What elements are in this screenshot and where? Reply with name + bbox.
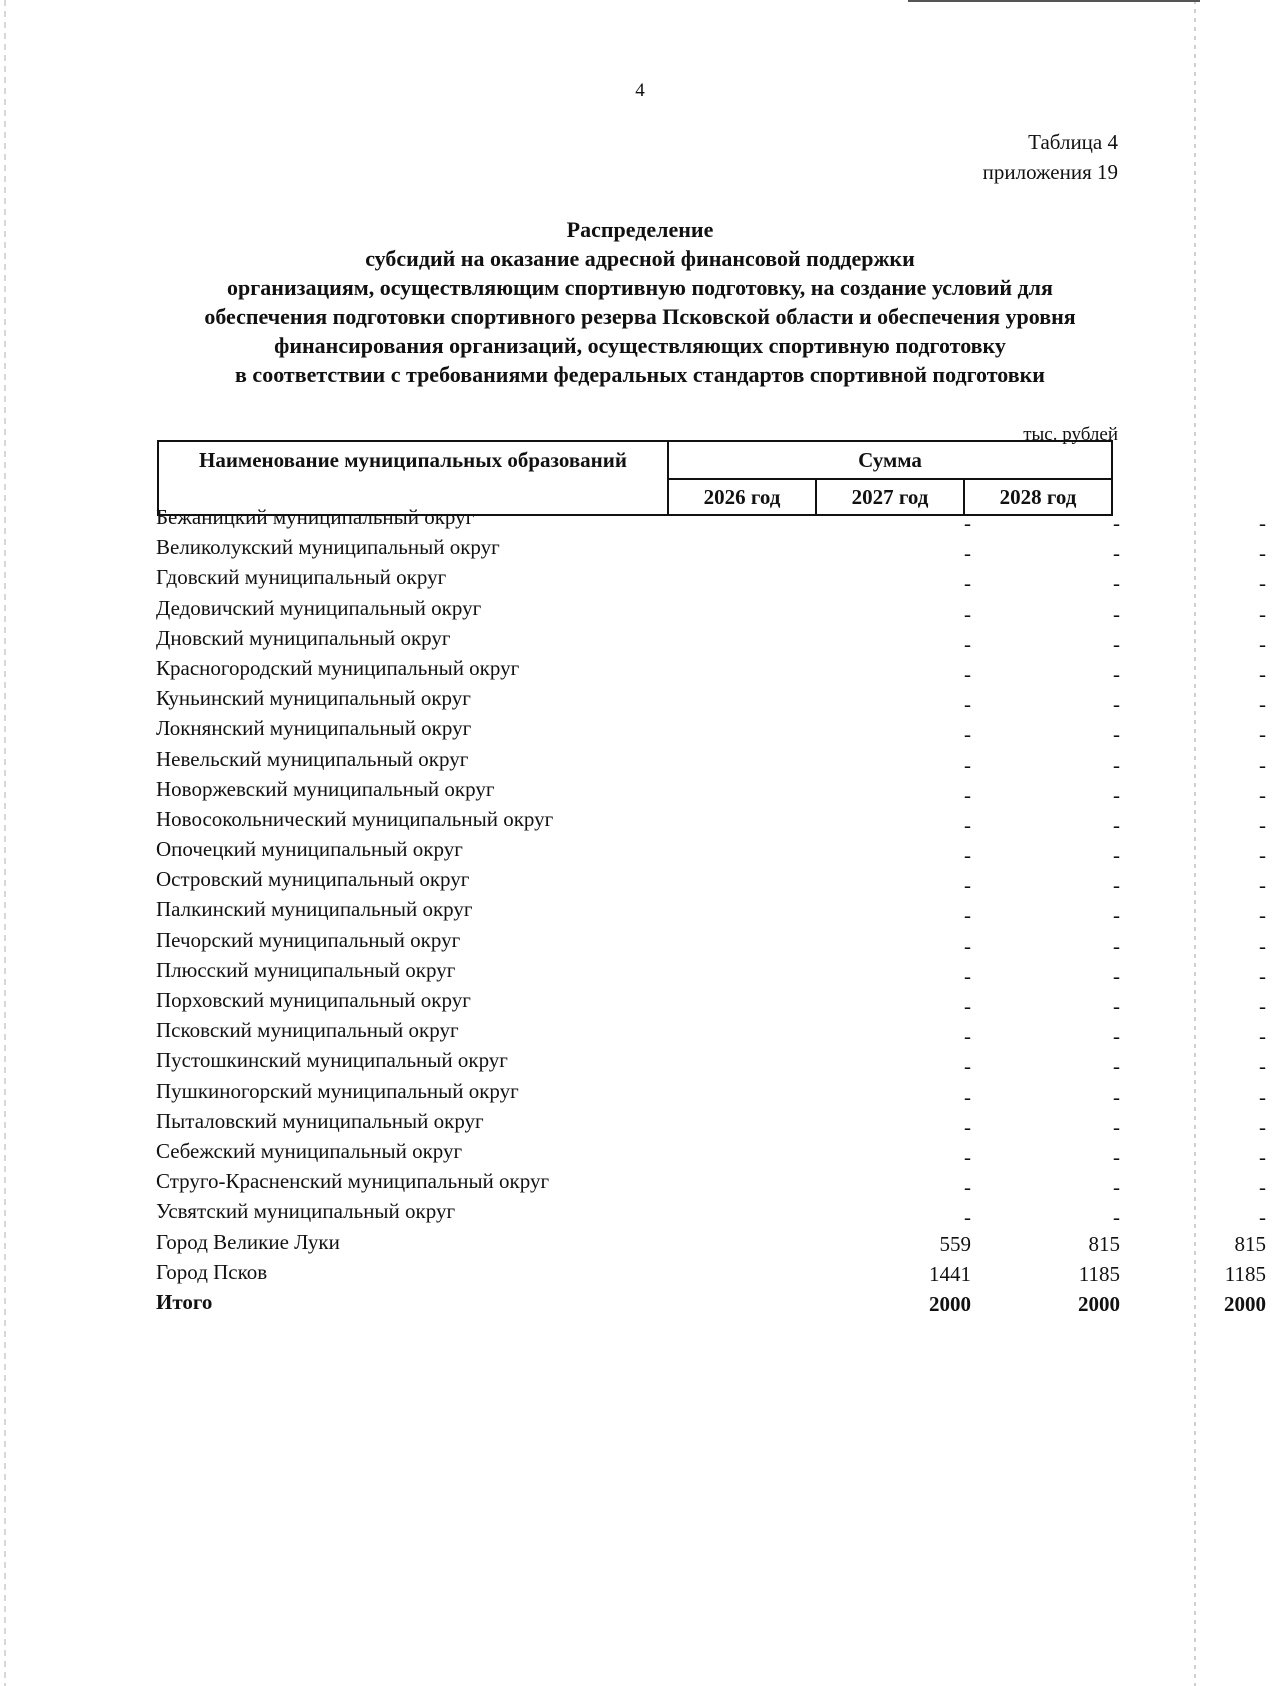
table-row: [156, 1199, 1266, 1230]
value-2027: -: [1113, 571, 1120, 596]
value-2026: -: [964, 782, 971, 807]
municipality-name: Город Псков: [156, 1259, 268, 1284]
value-2026: -: [964, 752, 971, 777]
value-2027: -: [1113, 1024, 1120, 1049]
value-2028: -: [1259, 933, 1266, 958]
municipality-name: Порховский муниципальный округ: [156, 988, 471, 1012]
table-row: [156, 1229, 1266, 1260]
value-2028: 815: [1234, 1231, 1266, 1256]
value-2028: -: [1259, 631, 1266, 656]
table-row: [156, 746, 1266, 777]
value-2026: -: [964, 843, 971, 868]
value-2026: -: [964, 812, 971, 837]
total-row: [156, 1289, 1266, 1320]
header-sum-cell: Сумма: [668, 441, 1112, 479]
value-2027: -: [1113, 511, 1120, 535]
table-row: [156, 806, 1266, 837]
value-2027: -: [1113, 661, 1120, 686]
value-2026: -: [964, 1024, 971, 1049]
value-2027: -: [1113, 1114, 1120, 1139]
value-2027: -: [1113, 1054, 1120, 1079]
value-2028: -: [1259, 1175, 1266, 1200]
municipality-name: Струго-Красненский муниципальный округ: [156, 1169, 550, 1194]
header-year-2028: 2028 год: [964, 479, 1112, 515]
value-2026: -: [964, 511, 971, 535]
value-2027: 815: [1088, 1231, 1120, 1256]
value-2028: -: [1259, 812, 1266, 837]
municipality-name: Островский муниципальный округ: [156, 867, 470, 892]
municipality-name: Себежский муниципальный округ: [156, 1138, 463, 1163]
value-2026: -: [964, 903, 971, 928]
value-2028: -: [1259, 903, 1266, 928]
page-number: 4: [635, 80, 645, 101]
municipality-name: Пыталовский муниципальный округ: [156, 1108, 484, 1133]
value-2026: -: [964, 1175, 971, 1200]
value-2027: -: [1113, 994, 1120, 1018]
title-line: субсидий на оказание адресной финансовой поддержки: [365, 246, 915, 271]
value-2027: -: [1113, 1175, 1120, 1200]
municipality-name: Куньинский муниципальный округ: [156, 686, 471, 711]
table-row: [156, 505, 1266, 535]
municipality-name: Великолукский муниципальный округ: [156, 535, 500, 560]
value-2026: -: [964, 692, 971, 717]
table-row: [156, 776, 1266, 807]
value-2026: -: [964, 933, 971, 958]
table-row: [156, 1078, 1266, 1109]
table-row: [156, 625, 1266, 656]
table-row: [156, 535, 1266, 566]
value-2028: -: [1259, 571, 1266, 596]
municipality-name: Печорский муниципальный округ: [156, 927, 461, 952]
municipality-name: Город Великие Луки: [156, 1229, 340, 1254]
value-2028: -: [1259, 843, 1266, 868]
value-2028: 1185: [1224, 1261, 1266, 1286]
municipality-name: Новосокольнический муниципальный округ: [156, 806, 554, 831]
value-2027: -: [1113, 541, 1120, 566]
value-2027: -: [1113, 1205, 1120, 1230]
municipality-name: Плюсский муниципальный округ: [156, 957, 456, 982]
value-2026: 1441: [929, 1261, 971, 1286]
value-2026: -: [964, 873, 971, 898]
value-2027: -: [1113, 933, 1120, 958]
value-2027: -: [1113, 903, 1120, 928]
value-2026: -: [964, 1144, 971, 1169]
municipality-name: Усвятский муниципальный округ: [156, 1199, 456, 1224]
table-row: [156, 716, 1266, 747]
title-line: Распределение: [566, 217, 714, 242]
municipality-name: Красногородский муниципальный округ: [156, 655, 520, 680]
table-ref-line-1: Таблица 4: [1028, 130, 1118, 154]
value-2026: -: [964, 631, 971, 656]
table-row: [156, 595, 1266, 626]
header-year-2026: 2026 год: [668, 479, 816, 515]
document-title: [120, 215, 1160, 389]
municipality-name: Локнянский муниципальный округ: [156, 716, 472, 741]
value-2027: -: [1113, 752, 1120, 777]
total-label: Итого: [156, 1289, 213, 1314]
value-2026: -: [964, 1205, 971, 1230]
value-2028: -: [1259, 541, 1266, 566]
value-2027: 1185: [1078, 1261, 1120, 1286]
value-2027: -: [1113, 631, 1120, 656]
value-2028: -: [1259, 873, 1266, 898]
value-2026: -: [964, 963, 971, 988]
value-2026: -: [964, 601, 971, 626]
value-2026: 2000: [929, 1291, 971, 1316]
municipality-name: Палкинский муниципальный округ: [156, 897, 473, 922]
value-2028: -: [1259, 1144, 1266, 1169]
value-2026: -: [964, 571, 971, 596]
value-2028: -: [1259, 1084, 1266, 1109]
municipality-name: Гдовский муниципальный округ: [156, 565, 447, 590]
value-2027: -: [1113, 812, 1120, 837]
municipality-name: Дновский муниципальный округ: [156, 625, 451, 650]
value-2028: 2000: [1224, 1291, 1266, 1316]
value-2026: -: [964, 1054, 971, 1079]
municipality-name: Пушкиногорский муниципальный округ: [156, 1078, 519, 1103]
value-2028: -: [1259, 661, 1266, 686]
value-2028: -: [1259, 1205, 1266, 1230]
value-2026: -: [964, 722, 971, 747]
table-row: [156, 1169, 1266, 1200]
scan-edge-left: [4, 0, 6, 1686]
table-row: [156, 927, 1266, 958]
value-2027: -: [1113, 1144, 1120, 1169]
value-2026: -: [964, 1114, 971, 1139]
value-2028: -: [1259, 1114, 1266, 1139]
value-2027: -: [1113, 782, 1120, 807]
municipality-name: Дедовичский муниципальный округ: [156, 595, 482, 620]
value-2028: -: [1259, 601, 1266, 626]
value-2028: -: [1259, 752, 1266, 777]
table-body: [156, 505, 1266, 1320]
value-2027: -: [1113, 1084, 1120, 1109]
table-row: [156, 897, 1266, 928]
table-row: [156, 686, 1266, 717]
municipality-name: Псковский муниципальный округ: [156, 1018, 459, 1043]
value-2028: -: [1259, 1054, 1266, 1079]
value-2026: -: [964, 541, 971, 566]
scan-top-line: [908, 0, 1200, 2]
table-row: [156, 837, 1266, 868]
value-2028: -: [1259, 511, 1266, 535]
value-2028: -: [1259, 994, 1266, 1018]
header-name-cell: Наименование муниципальных образований: [158, 441, 668, 515]
table-row: [156, 1108, 1266, 1139]
value-2027: 2000: [1078, 1291, 1120, 1316]
value-2026: -: [964, 661, 971, 686]
table-row: [156, 655, 1266, 686]
table-reference: [983, 127, 1118, 187]
value-2027: -: [1113, 873, 1120, 898]
table-row: [156, 957, 1266, 988]
value-2028: -: [1259, 1024, 1266, 1049]
header-year-2027: 2027 год: [816, 479, 964, 515]
value-2026: -: [964, 994, 971, 1018]
table-row: [156, 988, 1266, 1018]
municipality-name: Невельский муниципальный округ: [156, 746, 469, 771]
municipality-name: Новоржевский муниципальный округ: [156, 776, 495, 801]
value-2027: -: [1113, 963, 1120, 988]
title-line: организациям, осуществляющим спортивную подготовку, на создание условий для: [227, 275, 1053, 300]
title-line: в соответствии с требованиями федеральных стандартов спортивной подготовки: [235, 362, 1045, 387]
value-2026: -: [964, 1084, 971, 1109]
value-2027: -: [1113, 692, 1120, 717]
table-row: [156, 1018, 1266, 1049]
table-row: [156, 1259, 1266, 1290]
municipality-name: Опочецкий муниципальный округ: [156, 837, 463, 862]
table-row: [156, 1138, 1266, 1169]
table-ref-line-2: приложения 19: [982, 160, 1118, 184]
units-label: тыс. рублей: [1023, 424, 1118, 445]
table-row: [156, 565, 1266, 596]
value-2028: -: [1259, 782, 1266, 807]
value-2028: -: [1259, 722, 1266, 747]
table-row: [156, 867, 1266, 898]
table-row: [156, 1048, 1266, 1079]
value-2027: -: [1113, 722, 1120, 747]
value-2026: 559: [939, 1231, 971, 1256]
value-2027: -: [1113, 843, 1120, 868]
value-2027: -: [1113, 601, 1120, 626]
value-2028: -: [1259, 692, 1266, 717]
title-line: финансирования организаций, осуществляющих спортивную подготовку: [274, 333, 1006, 358]
title-line: обеспечения подготовки спортивного резерва Псковской области и обеспечения уровня: [204, 304, 1076, 329]
value-2028: -: [1259, 963, 1266, 988]
municipality-name: Бежаницкий муниципальный округ: [156, 505, 475, 529]
municipality-name: Пустошкинский муниципальный округ: [156, 1048, 508, 1073]
